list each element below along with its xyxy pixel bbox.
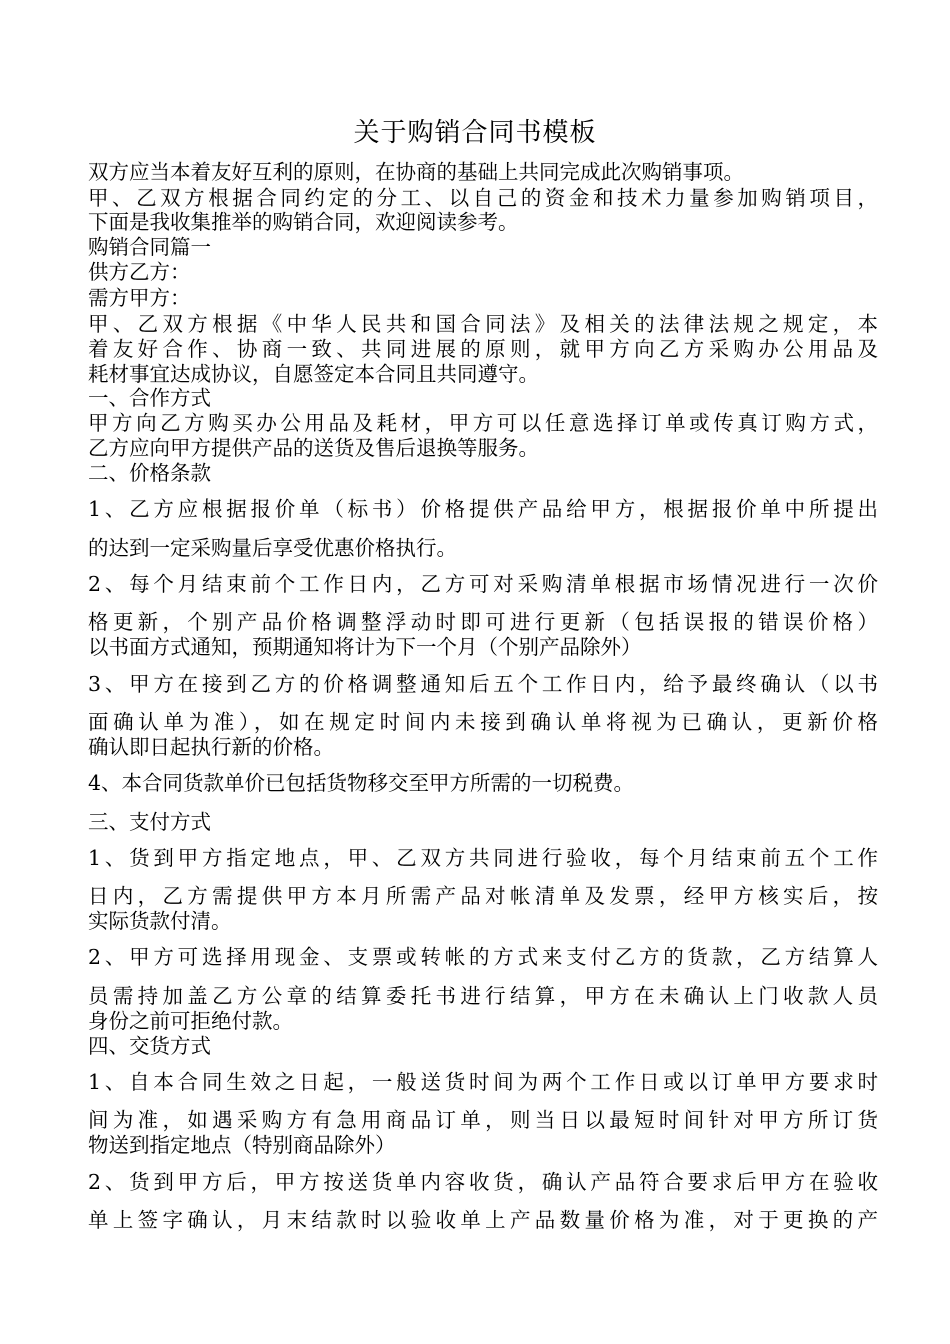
clause-line: 格更新，个别产品价格调整浮动时即可进行更新（包括误报的错误价格） [88,610,878,634]
section-heading: 三、支付方式 [88,810,211,834]
text-line: 乙方应向甲方提供产品的送货及售后退换等服务。 [88,436,539,460]
document-title: 关于购销合同书模板 [353,118,597,148]
text-line: 下面是我收集推举的购销合同，欢迎阅读参考。 [88,210,519,234]
clause-line: 2、货到甲方后，甲方按送货单内容收货，确认产品符合要求后甲方在验收 [88,1170,878,1194]
clause-line: 的达到一定采购量后享受优惠价格执行。 [88,536,457,560]
clause-line: 身份之前可拒绝付款。 [88,1009,293,1033]
text-line: 甲、乙双方根据《中华人民共和国合同法》及相关的法律法规之规定，本 [88,312,878,336]
clause-line: 1、乙方应根据报价单（标书）价格提供产品给甲方，根据报价单中所提出 [88,497,878,521]
clause-line: 3、甲方在接到乙方的价格调整通知后五个工作日内，给予最终确认（以书 [88,672,878,696]
section-heading: 四、交货方式 [88,1034,211,1058]
clause-line: 1、自本合同生效之日起，一般送货时间为两个工作日或以订单甲方要求时 [88,1070,878,1094]
clause-line: 单上签字确认，月末结款时以验收单上产品数量价格为准，对于更换的产 [88,1208,878,1232]
text-line: 甲方向乙方购买办公用品及耗材，甲方可以任意选择订单或传真订购方式， [88,411,878,435]
section-heading: 二、价格条款 [88,461,211,485]
clause-line: 日内，乙方需提供甲方本月所需产品对帐清单及发票，经甲方核实后，按 [88,884,878,908]
text-line: 需方甲方： [88,286,191,310]
clause-line: 实际货款付清。 [88,909,232,933]
clause-line: 1、货到甲方指定地点，甲、乙双方共同进行验收，每个月结束前五个工作 [88,846,878,870]
text-line: 着友好合作、协商一致、共同进展的原则，就甲方向乙方采购办公用品及 [88,337,878,361]
text-line: 双方应当本着友好互利的原则，在协商的基础上共同完成此次购销事项。 [88,160,744,184]
clause-line: 面确认单为准），如在规定时间内未接到确认单将视为已确认，更新价格 [88,710,878,734]
text-line: 甲、乙双方根据合同约定的分工、以自己的资金和技术力量参加购销项目， [88,186,878,210]
text-line: 耗材事宜达成协议，自愿签定本合同且共同遵守。 [88,362,539,386]
clause-line: 4、本合同货款单价已包括货物移交至甲方所需的一切税费。 [88,771,635,795]
clause-line: 间为准，如遇采购方有急用商品订单，则当日以最短时间针对甲方所订货 [88,1108,878,1132]
clause-line: 员需持加盖乙方公章的结算委托书进行结算，甲方在未确认上门收款人员 [88,984,878,1008]
clause-line: 2、每个月结束前个工作日内，乙方可对采购清单根据市场情况进行一次价 [88,572,878,596]
text-line: 供方乙方： [88,260,191,284]
clause-line: 确认即日起执行新的价格。 [88,735,334,759]
clause-line: 2、甲方可选择用现金、支票或转帐的方式来支付乙方的货款，乙方结算人 [88,945,878,969]
section-heading: 一、合作方式 [88,386,211,410]
clause-line: 物送到指定地点（特别商品除外） [88,1133,396,1157]
clause-line: 以书面方式通知，预期通知将计为下一个月（个别产品除外） [88,635,642,659]
section-heading: 购销合同篇一 [88,235,211,259]
